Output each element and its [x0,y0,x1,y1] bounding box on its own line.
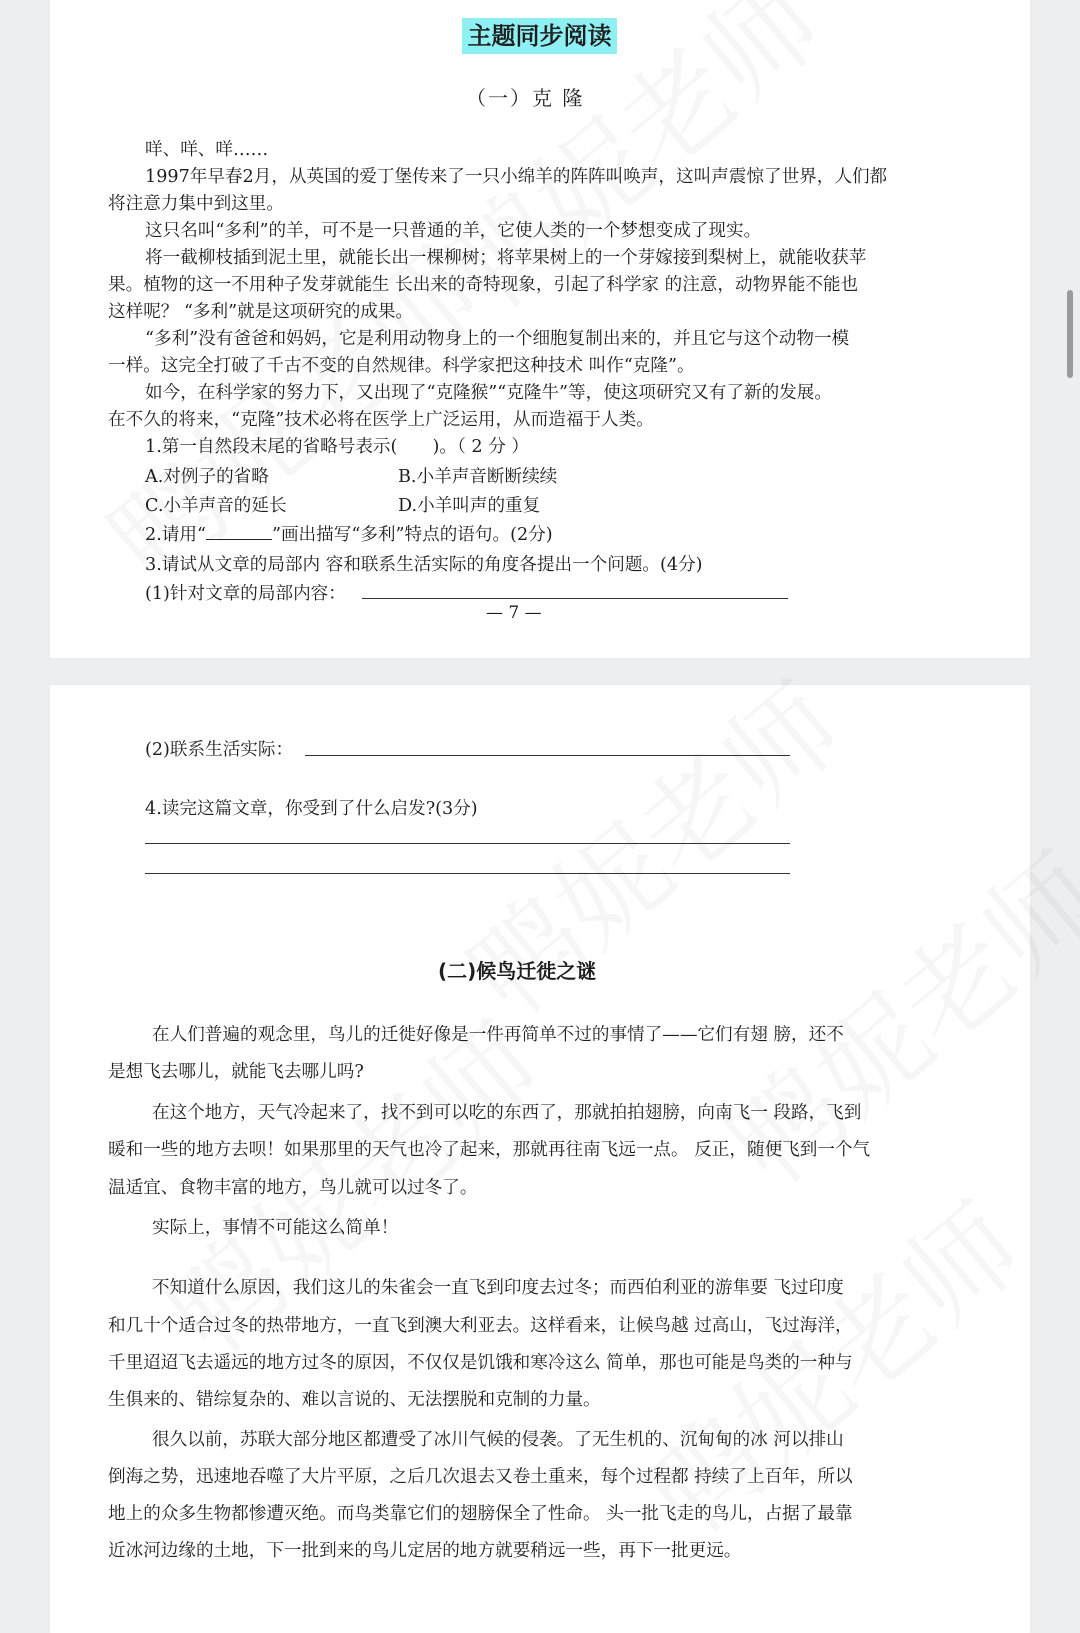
paragraph-line: 一样。这完全打破了千古不变的自然规律。科学家把这种技术 叫作“克隆”。 [108,356,695,376]
option-c: C.小羊声音的延长 [145,496,287,516]
section-title-1: （一）克 隆 [466,86,585,110]
paragraph-line: 暖和一些的地方去呗！如果那里的天气也冷了起来，那就再往南飞远一点。 反正，随便飞到一个气 [108,1140,871,1160]
question-2-prefix: 2.请用“ [145,525,206,545]
answer-line[interactable] [362,598,788,599]
option-b: B.小羊声音断断续续 [398,467,558,487]
paragraph-line: 很久以前，苏联大部分地区都遭受了冰川气候的侵袭。了无生机的、沉甸甸的冰 河以排山 [152,1430,844,1450]
paragraph-line: 生俱来的、错综复杂的、难以言说的、无法摆脱和克制的力量。 [108,1390,601,1410]
paragraph-line: 这样呢？ “多利”就是这项研究的成果。 [108,302,414,322]
question-3-part-2: (2)联系生活实际： [145,740,294,760]
answer-blank[interactable] [206,539,272,540]
paragraph-line: 千里迢迢飞去遥远的地方过冬的原因，不仅仅是饥饿和寒冷这么 简单，那也可能是鸟类的一种与 [108,1353,853,1373]
paragraph-line: 在不久的将来，“克隆”技术必将在医学上广泛运用，从而造福于人类。 [108,410,654,430]
question-1: 1.第一自然段末尾的省略号表示( )。（ 2 分 ） [145,437,529,457]
paragraph-line: 果。植物的这一不用种子发芽就能生 长出来的奇特现象，引起了科学家 的注意，动物界能不能也 [108,275,859,295]
answer-line[interactable] [145,843,790,844]
section-title-2: (二)候鸟迁徙之谜 [438,959,597,983]
paragraph-line: 实际上，事情不可能这么简单！ [152,1218,399,1238]
question-3: 3.请试从文章的局部内 容和联系生活实际的角度各提出一个问题。(4分) [145,555,703,575]
paragraph-line: 倒海之势，迅速地吞噬了大片平原，之后几次退去又卷土重来，每个过程都 持续了上百年，所以 [108,1467,853,1487]
question-2 [145,521,553,546]
paragraph-line: 咩、咩、咩…… [145,140,269,160]
question-3-part-1: (1)针对文章的局部内容： [145,584,346,604]
answer-line[interactable] [145,873,790,874]
question-4: 4.读完这篇文章，你受到了什么启发?(3分) [145,799,478,819]
page-number: — 7 — [486,603,542,623]
watermark-text [431,642,870,1046]
paragraph-line: 不知道什么原因，我们这儿的朱雀会一直飞到印度去过冬；而西伯利亚的游隼要 飞过印度 [152,1278,844,1298]
paragraph-line: 将一截柳枝插到泥土里，就能长出一棵柳树；将苹果树上的一个芽嫁接到梨树上，就能收获苹 [145,248,867,268]
paragraph-line: 在人们普遍的观念里，鸟儿的迁徙好像是一件再简单不过的事情了——它们有翅 膀，还不 [152,1025,844,1045]
paragraph-line: 温适宜、食物丰富的地方，鸟儿就可以过冬了。 [108,1178,478,1198]
answer-line[interactable] [305,755,790,756]
paragraph-line: 这只名叫“多利”的羊，可不是一只普通的羊，它使人类的一个梦想变成了现实。 [145,221,762,241]
paragraph-line: 在这个地方，天气冷起来了，找不到可以吃的东西了，那就拍拍翅膀，向南飞一 段路，飞到 [152,1103,862,1123]
paragraph-line: 地上的众多生物都惨遭灭绝。而鸟类靠它们的翅膀保全了性命。 头一批飞走的鸟儿，占据了最靠 [108,1504,853,1524]
paragraph-line: 1997年早春2月，从英国的爱丁堡传来了一只小绵羊的阵阵叫唤声，这叫声震惊了世界，人们都 [145,167,888,187]
main-title: 主题同步阅读 [462,18,617,54]
option-a: A.对例子的省略 [145,467,269,487]
paragraph-line: 近冰河边缘的土地，下一批到来的鸟儿定居的地方就要稍远一些，再下一批更远。 [108,1541,742,1561]
paragraph-line: 如今，在科学家的努力下，又出现了“克隆猴”“克隆牛”等，使这项研究又有了新的发展。 [145,383,832,403]
option-d: D.小羊叫声的重复 [398,496,541,516]
paragraph-line: 和几十个适合过冬的热带地方，一直飞到澳大利亚去。这样看来，让候鸟越 过高山，飞过海洋， [108,1316,853,1336]
vertical-scrollbar[interactable] [1067,290,1073,378]
question-2-suffix: ”画出描写“多利”特点的语句。(2分) [271,525,553,545]
paragraph-line: 将注意力集中到这里。 [108,194,284,214]
paragraph-line: “多利”没有爸爸和妈妈，它是利用动物身上的一个细胞复制出来的，并且它与这个动物一模 [145,329,850,349]
paragraph-line: 是想飞去哪儿，就能飞去哪儿吗? [108,1062,364,1082]
